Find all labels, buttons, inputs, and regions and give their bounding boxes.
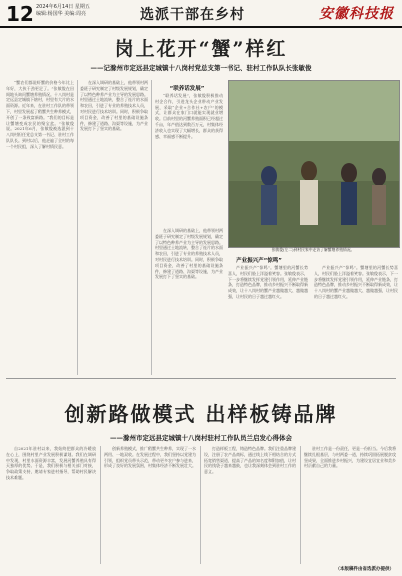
article1-column: “蟹农们都说虾蟹的价格今年比上年好，大伙干劲更足了。”张敏俊在田间地头询问蟹塘养殖情况。十八岗村是定远县定城镇下辖村，村里有大片的水面资源。近年来，在驻村工作队的带领下，村里发展起了稻蟹共生种养模式，开创了一条致富新路。“我们的目标是让蟹塘变成农民的聚宝盆。”张敏俊说。2021年6月，张敏俊被选派到十八岗村担任党总支第一书记、驻村工作队队长。到村以后，他走遍了全村的每一个村民组，深入了解村情民意。: [6, 80, 74, 149]
article1-subtitle: ——记滁州市定远县定城镇十八岗村党总支第一书记、驻村工作队队长张敏俊: [90, 64, 312, 72]
article1-subhead: “联养话发展”: [169, 86, 205, 92]
article2-column: 创新养殖模式，推广稻蟹共生种养，实现了一水两用、一地双收。在发展过程中，我们坚持以党建为引领，组织党员带头示范，带动更多农户参与进来，形成了良好的发展氛围，村集体经济不断发展壮大。: [104, 446, 196, 469]
article2-column: 打造样板工程，铸造特色品牌。我们注重品牌建设，注册了农产品商标，通过线上线下相结合的方式拓宽销售渠道，提高了产品的知名度和附加值，让村民的钱袋子越来越鼓，也让我深刻体会到驻村工作的意义。: [204, 446, 296, 475]
page-number: 12: [6, 2, 34, 26]
page-header: [0, 0, 402, 28]
article2-subtitle: ——滁州市定远县定城镇十八岗村驻村工作队员兰启发心得体会: [110, 434, 292, 442]
editors: 编辑:杨国华 美编:周亮: [36, 11, 86, 17]
article1-subhead: 产业振兴产“惊鸣”: [236, 258, 282, 264]
article2-title: 创新路做模式 出样板铸品牌: [64, 402, 338, 426]
issue-info: [36, 4, 90, 18]
column-rule: [300, 446, 301, 564]
column-rule: [200, 446, 201, 564]
column-rule: [151, 80, 152, 375]
column-rule: [100, 446, 101, 564]
masthead-logo: 安徽科技报: [319, 6, 394, 22]
article1-photo: [228, 80, 400, 248]
article2-column: 自2021年驻村以来，我始终把群众的冷暖放在心上，围绕村里产业发展积极谋划。我们在调研中发现，村里水面资源丰富，发展河蟹养殖具有得天独厚的优势。于是，我们积极与相关部门对接，争取政策支持，邀请专家进村指导，帮助村民解决技术难题。: [6, 446, 96, 480]
article1-column: 产业振兴产“惊鸣”。蟹塘里的河蟹长势喜人，村民们脸上洋溢着笑容。张敏俊表示，下一步将继续发挥党建引领作用，延伸产业链条，打造特色品牌，推动乡村振兴不断取得新成效，让十八岗村的蟹产业越做越大、越做越强，让村民的日子越过越红火。: [228, 265, 308, 299]
photo-caption: 张敏俊(左二)到村民家中走访了解蟹塘养殖情况。: [271, 247, 355, 252]
section-title: 选派干部在乡村: [140, 7, 245, 23]
article2-source: （本版稿件由省选派办提供）: [335, 567, 394, 572]
article2-column: 驻村工作是一份责任，更是一份担当。今后我将继续扎根基层，与村两委一道，持续巩固拓展脱贫攻坚成果，全面推进乡村振兴，为建设宜居宜业和美乡村贡献自己的力量。: [304, 446, 396, 469]
article1-column: 在深入调研的基础上，他带领村两委班子研究制定了村级发展规划，确定了以特色种养产业为主导的发展思路。村里通过土地流转，整合了连片的水面和农田，引进了专业的养殖技术人员，对村民进行技术培训。同时，积极争取项目资金，改善了村里的基础设施条件，修建了道路、沟渠等设施，为产业发展打下了坚实的基础。: [80, 80, 148, 132]
article1-title: 岗上花开“蟹”样红: [114, 38, 288, 60]
article1-column: 产业振兴产“惊鸣”。蟹塘里的河蟹长势喜人，村民们脸上洋溢着笑容。张敏俊表示，下一步将继续发挥党建引领作用，延伸产业链条，打造特色品牌，推动乡村振兴不断取得新成效，让十八岗村的蟹产业越做越大、越做越强，让村民的日子越过越红火。: [314, 265, 398, 299]
article1-column: 在深入调研的基础上，他带领村两委班子研究制定了村级发展规划，确定了以特色种养产业为主导的发展思路。村里通过土地流转，整合了连片的水面和农田，引进了专业的养殖技术人员，对村民进行技术培训。同时，积极争取项目资金，改善了村里的基础设施条件，修建了道路、沟渠等设施，为产业发展打下了坚实的基础。: [155, 228, 223, 280]
column-rule: [77, 80, 78, 375]
issue-date: 2024年6月14日 星期五: [36, 4, 90, 10]
article1-column: “联养话发展”，张敏俊积极推动村企合作，引进龙头企业带动产业发展，采取“企业+合作社+农户”的模式，让群众在家门口就能实现就业增收。目前村里的河蟹养殖面积已经超过千亩，年产值达到数百万元，村集体经济收入也实现了大幅增长，群众的获得感、幸福感不断提升。: [155, 93, 223, 139]
section-divider: [6, 378, 396, 379]
